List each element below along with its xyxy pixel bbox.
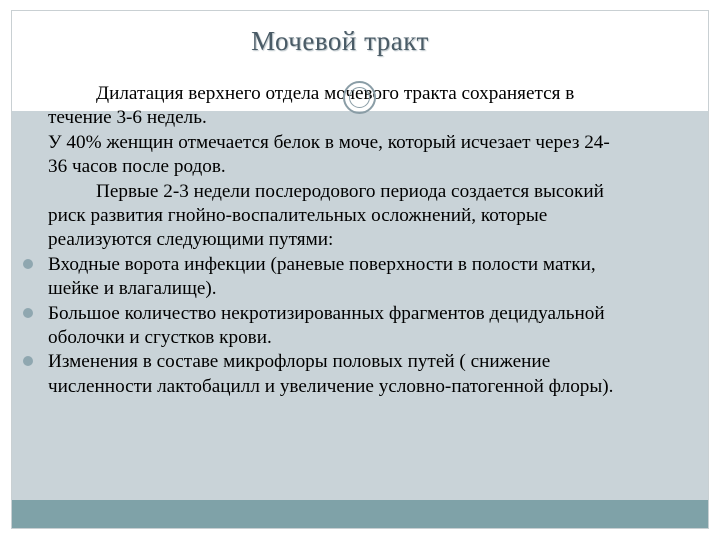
- slide-title: Мочевой тракт: [251, 26, 429, 56]
- paragraph-protein: У 40% женщин отмечается белок в моче, который исчезает через 24-36 часов после родов.: [48, 131, 610, 178]
- circle-bullet-icon: [23, 308, 33, 318]
- bullet-text: Большое количество некротизированных фрагментов децидуальной оболочки и сгустков крови.: [48, 302, 605, 349]
- list-item: [48, 350, 618, 399]
- list-item: [48, 302, 618, 351]
- list-item: [48, 253, 618, 302]
- paragraph-infection-risk: Первые 2-3 недели послеродового периода создается высокий риск развития гнойно-воспалительных осложнений, которые реализуются следующими путями:: [48, 180, 604, 251]
- ring-ornament-icon: [343, 81, 376, 114]
- footer-band: [12, 500, 708, 528]
- slide-content: [48, 82, 618, 399]
- bullet-text: Изменения в составе микрофлоры половых путей ( снижение численности лактобацилл и увеличение условно-патогенной флоры).: [48, 351, 614, 397]
- circle-bullet-icon: [23, 259, 33, 269]
- risk-factors-list: [48, 253, 618, 399]
- bullet-text: Входные ворота инфекции (раневые поверхности в полости матки, шейке и влагалище).: [48, 253, 596, 300]
- paragraph-dilatation: Дилатация верхнего отдела мочевого тракта сохраняется в течение 3-6 недель.: [48, 83, 575, 129]
